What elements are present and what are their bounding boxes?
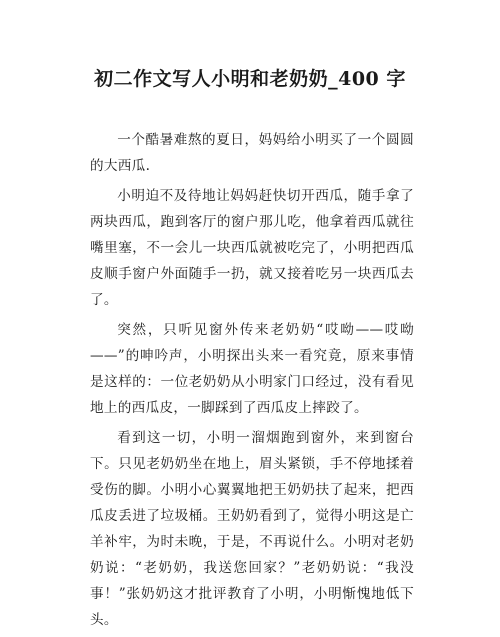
paragraph: 一个酷暑难熬的夏日，妈妈给小明买了一个圆圆的大西瓜. — [90, 132, 414, 174]
paragraph: 看到这一切，小明一溜烟跑到窗外，来到窗台下。只见老奶奶坐在地上，眉头紧锁，手不停地揉着受伤的脚。小明小心翼翼地把王奶奶扶了起来，把西瓜皮丢进了垃圾桶。王奶奶看到了，觉得小明这是亡羊补牢，为时未晚，于是，不再说什么。小明对老奶奶说：“老奶奶，我送您回家？”老奶奶说：“我没事！”张奶奶这才批评教育了小明，小明惭愧地低下头。 — [90, 430, 414, 628]
paragraph: 突然，只听见窗外传来老奶奶“哎呦——哎呦——”的呻吟声，小明探出头来一看究竟，原来事情是这样的：一位老奶奶从小明家门口经过，没有看见地上的西瓜皮，一脚踩到了西瓜皮上摔跤了。 — [90, 322, 414, 416]
paragraph: 小明迫不及待地让妈妈赶快切开西瓜，随手拿了两块西瓜，跑到客厅的窗户那儿吃，他拿着西瓜就往嘴里塞，不一会儿一块西瓜就被吃完了，小明把西瓜皮顺手窗户外面随手一扔，就又接着吃另一块西瓜去了。 — [90, 188, 414, 308]
article-body — [90, 127, 414, 637]
article-title: 初二作文写人小明和老奶奶_400 字 — [94, 68, 406, 90]
